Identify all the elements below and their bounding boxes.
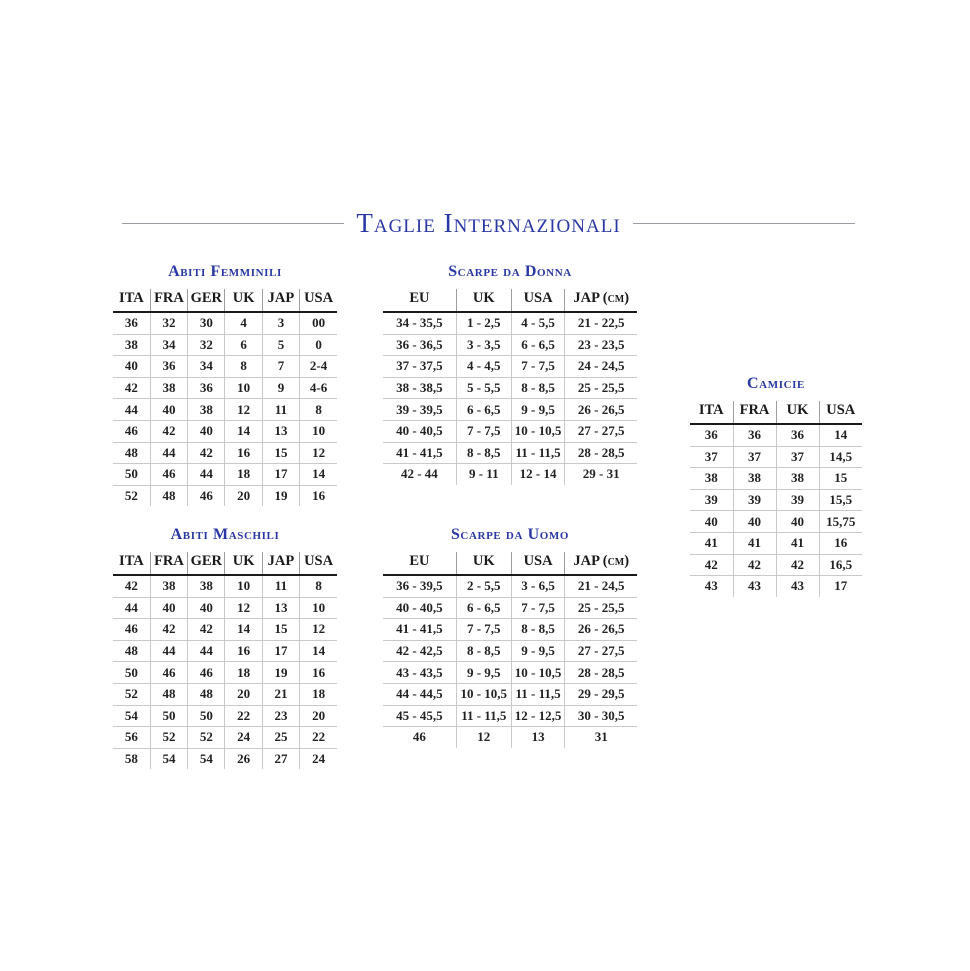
size-cell: 45 - 45,5 [383, 705, 456, 727]
size-cell: 19 [262, 662, 299, 684]
size-cell: 52 [113, 683, 150, 705]
size-cell: 37 [776, 446, 819, 468]
size-cell: 34 - 35,5 [383, 312, 456, 334]
size-cell: 44 [113, 597, 150, 619]
table-row [690, 554, 862, 576]
section-title-scarpe-da-uomo: Scarpe da Uomo [450, 526, 570, 543]
size-cell: 50 [113, 464, 150, 486]
size-cell: 14 [300, 464, 337, 486]
size-cell: 18 [300, 683, 337, 705]
size-cell: 17 [834, 578, 848, 594]
table-row [383, 640, 637, 662]
size-cell: 44 [150, 640, 187, 662]
size-cell: 4 [225, 312, 262, 334]
size-cell: 52 [150, 727, 187, 749]
table-row [383, 356, 637, 378]
size-cell: 39 [690, 489, 733, 511]
size-cell: 26 - 26,5 [565, 619, 637, 641]
header-row [383, 552, 637, 575]
size-cell: 54 [188, 748, 225, 769]
size-cell: 11 - 11,5 [456, 705, 511, 727]
table-row [113, 485, 337, 506]
table-row [383, 312, 637, 334]
size-cell: 40 [113, 356, 150, 378]
size-cell: 46 [188, 485, 225, 506]
table-row [113, 683, 337, 705]
size-cell: 42 [733, 554, 776, 576]
column-header: USA [511, 289, 565, 312]
size-cell: 13 [511, 727, 565, 748]
size-cell: 42 [113, 377, 150, 399]
size-cell: 22 [300, 727, 337, 749]
size-cell: 2-4 [300, 356, 337, 378]
page-title-row [122, 208, 855, 238]
size-cell: 24 [312, 751, 326, 767]
size-cell: 17 [262, 640, 299, 662]
section-title-camicie: Camicie [747, 375, 805, 392]
column-header: JAP (cm) [565, 289, 637, 312]
size-cell: 50 [150, 705, 187, 727]
size-cell: 21 - 24,5 [565, 575, 637, 597]
column-header: UK [225, 289, 262, 312]
section-camicie [690, 375, 862, 597]
page-title: Taglie Internazionali [356, 208, 621, 238]
size-cell: 6 - 6,5 [456, 399, 511, 421]
size-cell: 46 [383, 727, 456, 748]
size-cell: 40 [776, 511, 819, 533]
column-header: FRA [733, 401, 776, 424]
size-cell: 6 - 6,5 [511, 334, 565, 356]
size-table-abiti-maschili [113, 552, 337, 769]
size-cell: 44 [150, 442, 187, 464]
size-cell: 36 - 39,5 [383, 575, 456, 597]
size-cell: 4 - 4,5 [456, 356, 511, 378]
section-title-scarpe-da-donna: Scarpe da Donna [448, 263, 572, 280]
size-cell: 44 [188, 640, 225, 662]
size-cell: 9 - 9,5 [456, 662, 511, 684]
size-cell: 27 [262, 748, 299, 769]
section-title-abiti-femminili: Abiti Femminili [168, 263, 282, 280]
table-row [383, 597, 637, 619]
size-cell: 44 [113, 399, 150, 421]
table-row [383, 619, 637, 641]
size-cell: 40 [188, 597, 225, 619]
size-cell: 43 - 43,5 [383, 662, 456, 684]
size-cell: 15,5 [819, 489, 862, 511]
size-cell: 36 - 36,5 [383, 334, 456, 356]
size-table-scarpe-da-uomo [383, 552, 637, 748]
size-cell: 38 [188, 399, 225, 421]
size-cell: 38 - 38,5 [383, 377, 456, 399]
size-cell: 42 [113, 575, 150, 597]
size-cell: 21 [262, 683, 299, 705]
size-cell: 42 [150, 619, 187, 641]
table-row [383, 464, 637, 485]
table-row [383, 575, 637, 597]
table-row [113, 334, 337, 356]
column-header: FRA [150, 552, 187, 575]
table-row [113, 575, 337, 597]
size-cell: 15 [262, 619, 299, 641]
table-row [113, 377, 337, 399]
column-header: FRA [150, 289, 187, 312]
size-cell: 7 [262, 356, 299, 378]
size-cell: 10 [300, 420, 337, 442]
size-cell: 7 - 7,5 [456, 619, 511, 641]
size-cell: 38 [690, 468, 733, 490]
size-cell: 22 [225, 705, 262, 727]
size-cell: 48 [150, 683, 187, 705]
size-cell: 8 [300, 399, 337, 421]
size-cell: 20 [225, 485, 262, 506]
size-cell: 46 [113, 619, 150, 641]
size-cell: 3 [262, 312, 299, 334]
table-row [690, 576, 862, 597]
size-cell: 36 [776, 424, 819, 446]
header-row [383, 289, 637, 312]
section-scarpe-da-donna [383, 263, 637, 485]
table-row [690, 468, 862, 490]
size-cell: 40 [690, 511, 733, 533]
table-row [113, 464, 337, 486]
size-cell: 7 - 7,5 [511, 356, 565, 378]
size-cell: 54 [113, 705, 150, 727]
size-cell: 38 [188, 575, 225, 597]
size-cell: 32 [150, 312, 187, 334]
size-cell: 42 [188, 619, 225, 641]
size-cell: 40 [150, 399, 187, 421]
size-cell: 16 [819, 532, 862, 554]
size-cell: 54 [150, 748, 187, 769]
size-cell: 4-6 [300, 377, 337, 399]
column-header: JAP (cm) [565, 552, 637, 575]
size-cell: 36 [113, 312, 150, 334]
column-header: JAP [262, 552, 299, 575]
size-cell: 20 [300, 705, 337, 727]
size-cell: 42 - 44 [383, 464, 456, 485]
size-cell: 16 [225, 640, 262, 662]
table-row [690, 532, 862, 554]
table-row [113, 727, 337, 749]
size-cell: 41 - 41,5 [383, 442, 456, 464]
size-cell: 37 [733, 446, 776, 468]
size-cell: 37 - 37,5 [383, 356, 456, 378]
column-header: EU [383, 289, 456, 312]
size-cell: 50 [188, 705, 225, 727]
size-cell: 12 - 14 [511, 464, 565, 485]
header-row [113, 552, 337, 575]
size-cell: 21 - 22,5 [565, 312, 637, 334]
size-cell: 37 [690, 446, 733, 468]
size-cell: 16 [225, 442, 262, 464]
table-row [113, 640, 337, 662]
size-cell: 32 [188, 334, 225, 356]
size-cell: 10 [225, 377, 262, 399]
size-cell: 6 - 6,5 [456, 597, 511, 619]
table-row [383, 705, 637, 727]
size-cell: 4 - 5,5 [511, 312, 565, 334]
table-row [113, 705, 337, 727]
size-cell: 42 [150, 420, 187, 442]
size-cell: 8 - 8,5 [511, 619, 565, 641]
size-cell: 46 [188, 662, 225, 684]
size-cell: 3 - 6,5 [511, 575, 565, 597]
column-header: EU [383, 552, 456, 575]
title-rule-left [122, 223, 344, 224]
size-table-camicie [690, 401, 862, 597]
size-cell: 9 - 9,5 [511, 399, 565, 421]
size-cell: 38 [150, 575, 187, 597]
size-cell: 36 [690, 424, 733, 446]
size-cell: 43 [776, 576, 819, 597]
size-cell: 58 [113, 748, 150, 769]
column-header: USA [819, 401, 862, 424]
size-cell: 36 [188, 377, 225, 399]
column-header: JAP [262, 289, 299, 312]
table-row [383, 442, 637, 464]
size-cell: 39 [733, 489, 776, 511]
size-cell: 29 - 31 [582, 466, 620, 482]
column-header: ITA [113, 552, 150, 575]
size-cell: 28 - 28,5 [565, 442, 637, 464]
size-cell: 43 [733, 576, 776, 597]
size-cell: 41 [733, 532, 776, 554]
size-cell: 38 [113, 334, 150, 356]
size-cell: 7 - 7,5 [511, 597, 565, 619]
size-cell: 48 [113, 640, 150, 662]
size-cell: 48 [150, 485, 187, 506]
size-cell: 5 [262, 334, 299, 356]
size-cell: 10 [300, 597, 337, 619]
size-cell: 13 [262, 597, 299, 619]
size-table-abiti-femminili [113, 289, 337, 506]
size-cell: 46 [150, 662, 187, 684]
size-cell: 11 [262, 399, 299, 421]
size-cell: 27 - 27,5 [565, 420, 637, 442]
table-row [113, 356, 337, 378]
table-row [690, 446, 862, 468]
size-cell: 17 [262, 464, 299, 486]
size-cell: 18 [225, 662, 262, 684]
size-cell: 6 [225, 334, 262, 356]
table-row [113, 748, 337, 769]
size-cell: 20 [225, 683, 262, 705]
size-cell: 16,5 [819, 554, 862, 576]
size-cell: 44 - 44,5 [383, 683, 456, 705]
size-cell: 12 [225, 399, 262, 421]
size-cell: 8 [300, 575, 337, 597]
size-cell: 16 [300, 662, 337, 684]
size-cell: 24 - 24,5 [565, 356, 637, 378]
size-cell: 0 [300, 334, 337, 356]
size-cell: 11 - 11,5 [511, 442, 565, 464]
size-cell: 11 - 11,5 [511, 683, 565, 705]
size-cell: 12 [225, 597, 262, 619]
size-cell: 29 - 29,5 [565, 683, 637, 705]
size-cell: 13 [262, 420, 299, 442]
size-cell: 30 - 30,5 [565, 705, 637, 727]
table-row [690, 424, 862, 446]
table-row [383, 399, 637, 421]
table-row [690, 489, 862, 511]
size-cell: 34 [150, 334, 187, 356]
size-cell: 56 [113, 727, 150, 749]
size-cell: 12 [300, 442, 337, 464]
column-header: USA [511, 552, 565, 575]
table-row [113, 442, 337, 464]
size-cell: 38 [150, 377, 187, 399]
table-row [113, 619, 337, 641]
size-cell: 39 - 39,5 [383, 399, 456, 421]
size-cell: 15,75 [819, 511, 862, 533]
size-cell: 41 [690, 532, 733, 554]
size-cell: 25 - 25,5 [565, 377, 637, 399]
column-header: UK [225, 552, 262, 575]
column-header: GER [188, 289, 225, 312]
table-row [383, 662, 637, 684]
size-cell: 18 [225, 464, 262, 486]
table-row [113, 312, 337, 334]
size-cell: 26 [225, 748, 262, 769]
size-cell: 40 [150, 597, 187, 619]
column-header: USA [300, 289, 337, 312]
table-row [113, 420, 337, 442]
size-cell: 10 - 10,5 [511, 420, 565, 442]
section-abiti-femminili [113, 263, 337, 506]
size-cell: 31 [594, 729, 608, 745]
size-cell: 10 - 10,5 [511, 662, 565, 684]
size-cell: 11 [262, 575, 299, 597]
size-cell: 42 - 42,5 [383, 640, 456, 662]
size-cell: 10 - 10,5 [456, 683, 511, 705]
column-header: ITA [113, 289, 150, 312]
size-cell: 52 [188, 727, 225, 749]
size-cell: 46 [113, 420, 150, 442]
size-cell: 48 [113, 442, 150, 464]
size-cell: 14 [819, 424, 862, 446]
size-cell: 14 [300, 640, 337, 662]
size-cell: 12 - 12,5 [511, 705, 565, 727]
size-cell: 8 - 8,5 [511, 377, 565, 399]
size-cell: 23 - 23,5 [565, 334, 637, 356]
size-cell: 38 [733, 468, 776, 490]
size-cell: 40 [733, 511, 776, 533]
table-row [383, 683, 637, 705]
size-cell: 28 - 28,5 [565, 662, 637, 684]
size-cell: 42 [776, 554, 819, 576]
size-cell: 12 [456, 727, 511, 748]
size-cell: 9 [262, 377, 299, 399]
header-row [113, 289, 337, 312]
size-cell: 43 [690, 576, 733, 597]
column-header: UK [456, 289, 511, 312]
size-cell: 15 [819, 468, 862, 490]
size-cell: 42 [188, 442, 225, 464]
size-cell: 40 [188, 420, 225, 442]
title-rule-right [633, 223, 855, 224]
size-cell: 12 [300, 619, 337, 641]
size-cell: 7 - 7,5 [456, 420, 511, 442]
size-cell: 27 - 27,5 [565, 640, 637, 662]
table-row [113, 399, 337, 421]
size-cell: 50 [113, 662, 150, 684]
size-cell: 36 [150, 356, 187, 378]
size-cell: 2 - 5,5 [456, 575, 511, 597]
size-cell: 46 [150, 464, 187, 486]
size-cell: 42 [690, 554, 733, 576]
size-cell: 8 - 8,5 [456, 640, 511, 662]
section-title-abiti-maschili: Abiti Maschili [170, 526, 280, 543]
column-header: UK [456, 552, 511, 575]
size-cell: 14 [225, 619, 262, 641]
column-header: GER [188, 552, 225, 575]
size-cell: 14 [225, 420, 262, 442]
size-cell: 26 - 26,5 [565, 399, 637, 421]
size-cell: 24 [225, 727, 262, 749]
size-cell: 16 [312, 488, 326, 504]
size-cell: 1 - 2,5 [456, 312, 511, 334]
section-abiti-maschili [113, 526, 337, 769]
size-cell: 19 [262, 485, 299, 506]
size-cell: 9 - 11 [456, 464, 511, 485]
size-cell: 30 [188, 312, 225, 334]
column-header: ITA [690, 401, 733, 424]
table-row [383, 334, 637, 356]
section-scarpe-da-uomo [383, 526, 637, 748]
size-cell: 36 [733, 424, 776, 446]
table-row [383, 420, 637, 442]
table-row [113, 662, 337, 684]
column-header: USA [300, 552, 337, 575]
size-cell: 5 - 5,5 [456, 377, 511, 399]
table-row [383, 727, 637, 748]
size-cell: 44 [188, 464, 225, 486]
size-cell: 38 [776, 468, 819, 490]
size-cell: 34 [188, 356, 225, 378]
size-cell: 40 - 40,5 [383, 597, 456, 619]
size-cell: 8 [225, 356, 262, 378]
header-row [690, 401, 862, 424]
size-table-scarpe-da-donna [383, 289, 637, 485]
table-row [113, 597, 337, 619]
size-cell: 25 - 25,5 [565, 597, 637, 619]
size-cell: 9 - 9,5 [511, 640, 565, 662]
size-cell: 40 - 40,5 [383, 420, 456, 442]
size-cell: 23 [262, 705, 299, 727]
size-cell: 48 [188, 683, 225, 705]
table-row [383, 377, 637, 399]
table-row [690, 511, 862, 533]
size-cell: 8 - 8,5 [456, 442, 511, 464]
size-cell: 3 - 3,5 [456, 334, 511, 356]
size-cell: 10 [225, 575, 262, 597]
size-cell: 14,5 [819, 446, 862, 468]
size-cell: 25 [262, 727, 299, 749]
size-cell: 15 [262, 442, 299, 464]
size-cell: 39 [776, 489, 819, 511]
size-cell: 41 [776, 532, 819, 554]
size-cell: 52 [113, 485, 150, 506]
column-header: UK [776, 401, 819, 424]
size-cell: 00 [300, 312, 337, 334]
size-cell: 41 - 41,5 [383, 619, 456, 641]
